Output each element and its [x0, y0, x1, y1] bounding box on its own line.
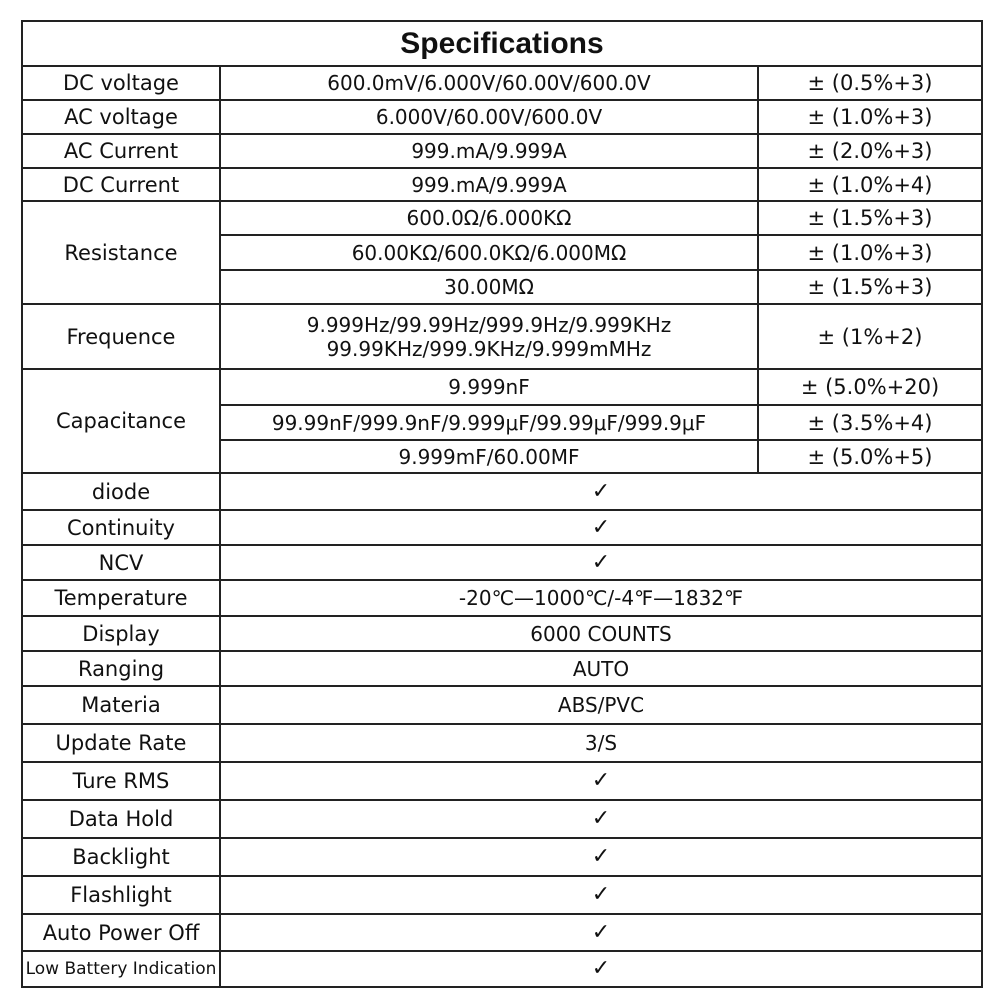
checkmark-icon: ✓ [220, 914, 982, 951]
accuracy-cell: ± (0.5%+3) [758, 66, 982, 100]
row-label: Ranging [22, 651, 220, 686]
title-row [22, 21, 982, 66]
spec-row-materia [22, 686, 982, 724]
spec-row-diode [22, 473, 982, 510]
row-label: Resistance [22, 201, 220, 304]
range-cell: 6.000V/60.00V/600.0V [220, 100, 758, 134]
range-cell: 600.0Ω/6.000KΩ [220, 201, 758, 235]
spec-row-backlight [22, 838, 982, 876]
range-cell: 9.999nF [220, 369, 758, 405]
table-title: Specifications [22, 21, 982, 66]
accuracy-cell: ± (2.0%+3) [758, 134, 982, 168]
row-label: Backlight [22, 838, 220, 876]
row-label: Temperature [22, 580, 220, 616]
checkmark-icon: ✓ [220, 800, 982, 838]
spec-row-temperature [22, 580, 982, 616]
row-label: NCV [22, 545, 220, 580]
accuracy-cell: ± (3.5%+4) [758, 405, 982, 440]
range-cell: 999.mA/9.999A [220, 134, 758, 168]
value-cell: -20℃—1000℃/-4℉—1832℉ [220, 580, 982, 616]
row-label: AC Current [22, 134, 220, 168]
value-cell: 6000 COUNTS [220, 616, 982, 651]
range-cell: 600.0mV/6.000V/60.00V/600.0V [220, 66, 758, 100]
row-label: Capacitance [22, 369, 220, 473]
row-label: DC voltage [22, 66, 220, 100]
row-label: Data Hold [22, 800, 220, 838]
row-label: Continuity [22, 510, 220, 545]
spec-row-resistance [22, 201, 982, 235]
row-label: Low Battery Indication [22, 951, 220, 987]
row-label: Auto Power Off [22, 914, 220, 951]
spec-row-ac-voltage [22, 100, 982, 134]
accuracy-cell: ± (5.0%+20) [758, 369, 982, 405]
spec-row-display [22, 616, 982, 651]
range-cell: 999.mA/9.999A [220, 168, 758, 201]
row-label: Display [22, 616, 220, 651]
row-label: DC Current [22, 168, 220, 201]
spec-row-data-hold [22, 800, 982, 838]
row-label: AC voltage [22, 100, 220, 134]
range-line: 99.99KHz/999.9KHz/9.999mMHz [326, 336, 652, 361]
spec-row-dc-current [22, 168, 982, 201]
range-line: 9.999Hz/99.99Hz/999.9Hz/9.999KHz [306, 312, 672, 337]
checkmark-icon: ✓ [220, 510, 982, 545]
spec-row-low-battery [22, 951, 982, 987]
checkmark-icon: ✓ [220, 545, 982, 580]
row-label: Materia [22, 686, 220, 724]
range-cell: 30.00MΩ [220, 270, 758, 304]
range-cell: 99.99nF/999.9nF/9.999μF/99.99μF/999.9μF [220, 405, 758, 440]
spec-row-dc-voltage [22, 66, 982, 100]
accuracy-cell: ± (1%+2) [758, 304, 982, 369]
row-label: Update Rate [22, 724, 220, 762]
row-label: diode [22, 473, 220, 510]
checkmark-icon: ✓ [220, 876, 982, 914]
row-label: Ture RMS [22, 762, 220, 800]
range-cell: 9.999mF/60.00MF [220, 440, 758, 473]
accuracy-cell: ± (1.0%+3) [758, 235, 982, 270]
checkmark-icon: ✓ [220, 473, 982, 510]
value-cell: AUTO [220, 651, 982, 686]
range-cell [220, 304, 758, 369]
range-cell: 60.00KΩ/600.0KΩ/6.000MΩ [220, 235, 758, 270]
spec-row-update-rate [22, 724, 982, 762]
spec-row-flashlight [22, 876, 982, 914]
row-label: Frequence [22, 304, 220, 369]
spec-row-ranging [22, 651, 982, 686]
accuracy-cell: ± (1.0%+3) [758, 100, 982, 134]
checkmark-icon: ✓ [220, 951, 982, 987]
accuracy-cell: ± (5.0%+5) [758, 440, 982, 473]
row-label: Flashlight [22, 876, 220, 914]
spec-row-auto-power-off [22, 914, 982, 951]
spec-row-capacitance [22, 369, 982, 405]
value-cell: 3/S [220, 724, 982, 762]
spec-row-ncv [22, 545, 982, 580]
checkmark-icon: ✓ [220, 838, 982, 876]
accuracy-cell: ± (1.0%+4) [758, 168, 982, 201]
specifications-table [21, 20, 983, 988]
spec-row-frequence [22, 304, 982, 369]
accuracy-cell: ± (1.5%+3) [758, 201, 982, 235]
checkmark-icon: ✓ [220, 762, 982, 800]
spec-row-true-rms [22, 762, 982, 800]
spec-row-ac-current [22, 134, 982, 168]
spec-row-continuity [22, 510, 982, 545]
value-cell: ABS/PVC [220, 686, 982, 724]
accuracy-cell: ± (1.5%+3) [758, 270, 982, 304]
